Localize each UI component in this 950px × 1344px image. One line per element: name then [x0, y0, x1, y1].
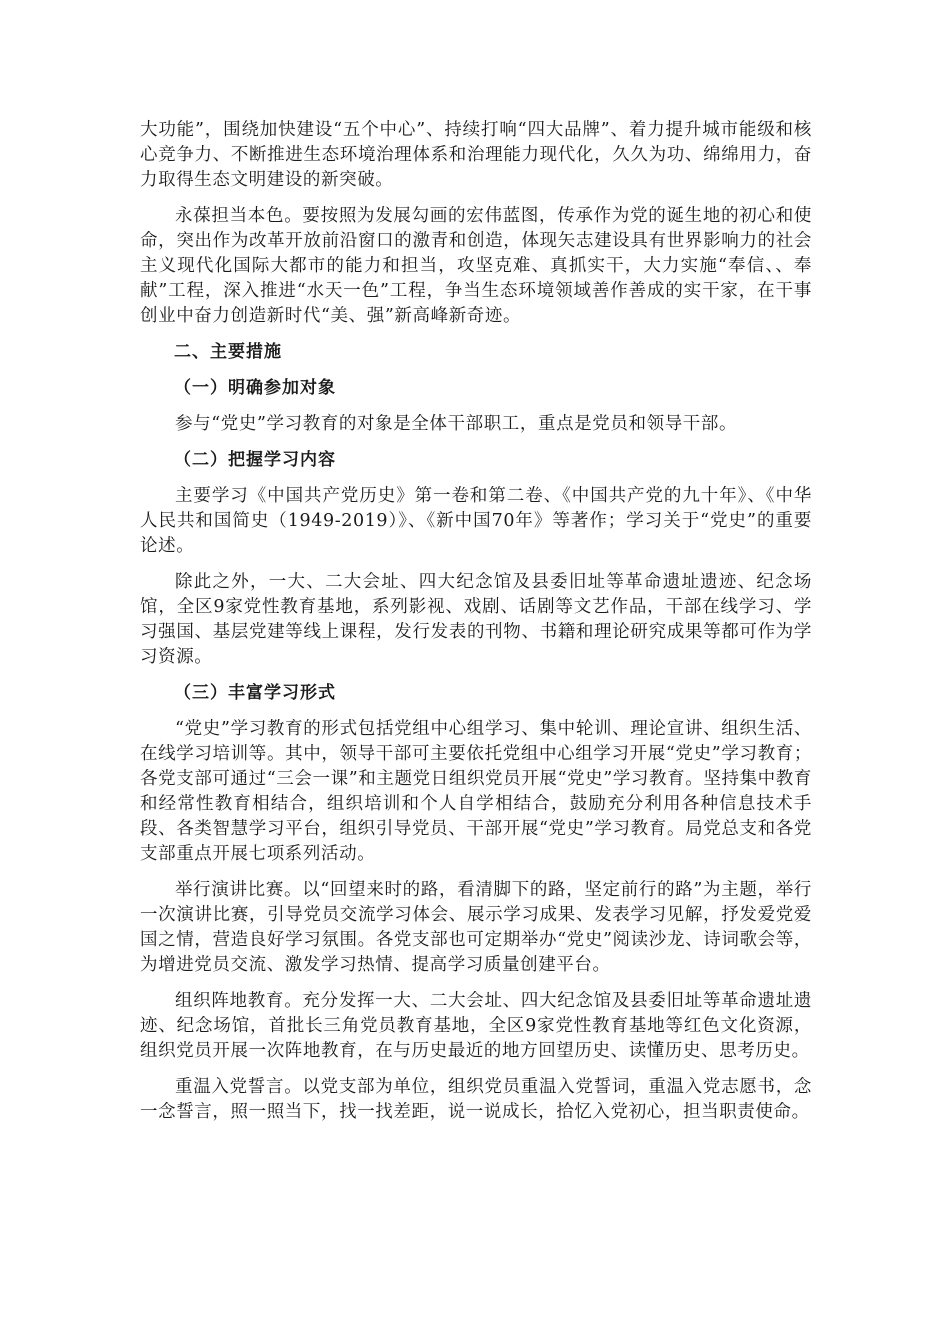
- paragraph-site-education: 组织阵地教育。充分发挥一大、二大会址、四大纪念馆及县委旧址等革命遗址遗迹、纪念场馆，首批长三角党员教育基地，全区9家党性教育基地等红色文化资源，组织党员开展一次阵地教育，在与历史最近的地方回望历史、读懂历史、思考历史。: [140, 991, 812, 1061]
- subheading-content: （二）把握学习内容: [174, 450, 336, 470]
- paragraph-participants: 参与“党史”学习教育的对象是全体干部职工，重点是党员和领导干部。: [175, 414, 738, 434]
- paragraph-study-forms: “党史”学习教育的形式包括党组中心组学习、集中轮训、理论宣讲、组织生活、在线学习培训等。其中，领导干部可主要依托党组中心组学习开展“党史”学习教育；各党支部可通过“三会一课”和主题党日组织党员开展“党史”学习教育。坚持集中教育和经常性教育相结合，组织培训和个人自学相结合，鼓励充分利用各种信息技术手段、各类智慧学习平台，组织引导党员、干部开展“党史”学习教育。局党总支和各党支部重点开展七项系列活动。: [140, 719, 812, 864]
- subheading-participants: （一）明确参加对象: [174, 378, 336, 398]
- paragraph-oath-review: 重温入党誓言。以党支部为单位，组织党员重温入党誓词，重温入党志愿书，念一念誓言，照一照当下，找一找差距，说一说成长，拾忆入党初心，担当职责使命。: [140, 1077, 812, 1122]
- document-body: [140, 118, 812, 1136]
- paragraph-study-content: 主要学习《中国共产党历史》第一卷和第二卷、《中国共产党的九十年》、《中华人民共和国简史（1949-2019）》、《新中国70年》等著作；学习关于“党史”的重要论述。: [140, 486, 812, 556]
- paragraph-continuation: 大功能”，围绕加快建设“五个中心”、持续打响“四大品牌”、着力提升城市能级和核心竞争力、不断推进生态环境治理体系和治理能力现代化，久久为功、绵绵用力，奋力取得生态文明建设的新突破。: [140, 120, 812, 190]
- paragraph-responsibility: 永葆担当本色。要按照为发展勾画的宏伟蓝图，传承作为党的诞生地的初心和使命，突出作为改革开放前沿窗口的激青和创造，体现矢志建设具有世界影响力的社会主义现代化国际大都市的能力和担当，攻坚克难、真抓实干，大力实施“奉信、、奉献”工程，深入推进“水天一色”工程，争当生态环境领域善作善成的实干家，在干事创业中奋力创造新时代“美、强”新高峰新奇迹。: [140, 206, 812, 326]
- paragraph-speech-contest: 举行演讲比赛。以“回望来时的路，看清脚下的路，坚定前行的路”为主题，举行一次演讲比赛，引导党员交流学习体会、展示学习成果、发表学习见解，抒发爱党爱国之情，营造良好学习氛围。各党支部也可定期举办“党史”阅读沙龙、诗词歌会等，为增进党员交流、激发学习热情、提高学习质量创建平台。: [140, 880, 812, 975]
- subheading-forms: （三）丰富学习形式: [174, 683, 336, 703]
- section-heading-main-measures: 二、主要措施: [174, 342, 282, 362]
- paragraph-study-resources: 除此之外，一大、二大会址、四大纪念馆及县委旧址等革命遗址遗迹、纪念场馆，全区9家党性教育基地，系列影视、戏剧、话剧等文艺作品，干部在线学习、学习强国、基层党建等线上课程，发行发表的刊物、书籍和理论研究成果等都可作为学习资源。: [140, 572, 812, 667]
